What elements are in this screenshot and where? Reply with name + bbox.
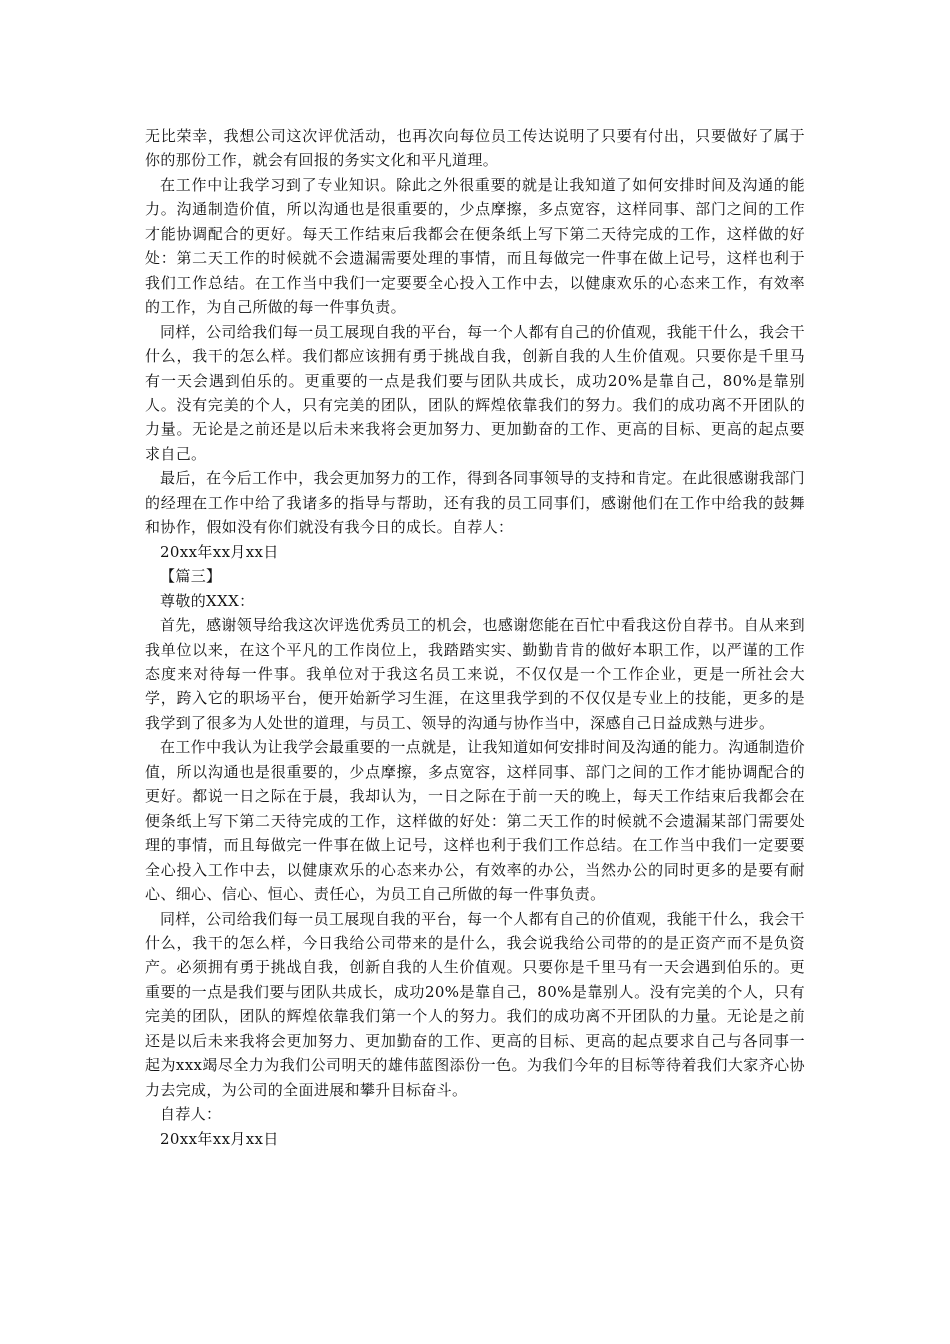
salutation: 尊敬的XXX： (160, 591, 255, 610)
section-heading: 【篇三】 (160, 567, 222, 586)
date-line: 20xx年xx月xx日 (160, 542, 279, 561)
paragraph-intro: 首先，感谢领导给我这次评选优秀员工的机会，也感谢您能在百忙中看我这份自荐书。自从来到我单位以来，在这个平凡的工作岗位上，我踏踏实实、勤勤肯肯的做好本职工作，以严谨的工作态度来对待每一件事。我单位对于我这名员工来说，不仅仅是一个工作企业，更是一所社会大学，跨入它的职场平台，便开始新学习生涯，在这里我学到的不仅仅是专业上的技能，更多的是我学到了很多为人处世的道理，与员工、领导的沟通与协作当中，深感自己日益成熟与进步。 (145, 616, 805, 732)
paragraph-continuation: 无比荣幸，我想公司这次评优活动，也再次向每位员工传达说明了只要有付出，只要做好了属于你的那份工作，就会有回报的务实文化和平凡道理。 (145, 127, 805, 170)
signature-label: 自荐人： (160, 1105, 222, 1124)
paragraph-work-skills: 在工作中让我学习到了专业知识。除此之外很重要的就是让我知道了如何安排时间及沟通的能力。沟通制造价值，所以沟通也是很重要的，少点摩擦，多点宽容，这样同事、部门之间的工作才能协调配合的更好。每天工作结束后我都会在便条纸上写下第二天待完成的工作，这样做的好处：第二天工作的时候就不会遗漏需要处理的事情，而且每做完一件事在做上记号，这样也利于我们工作总结。在工作当中我们一定要要全心投入工作中去，以健康欢乐的心态来工作，有效率的工作，为自己所做的每一件事负责。 (145, 175, 805, 317)
paragraph-communication: 在工作中我认为让我学会最重要的一点就是，让我知道如何安排时间及沟通的能力。沟通制造价值，所以沟通也是很重要的，少点摩擦，多点宽容，这样同事、部门之间的工作才能协调配合的更好。都说一日之际在于晨，我却认为，一日之际在于前一天的晚上，每天工作结束后我都会在便条纸上写下第二天待完成的工作，这样做的好处：第二天工作的时候就不会遗漏某部门需要处理的事情，而且每做完一件事在做上记号，这样也利于我们工作总结。在工作当中我们一定要要全心投入工作中去，以健康欢乐的心态来办公，有效率的办公，当然办公的同时更多的是要有耐心、细心、信心、恒心、责任心，为员工自己所做的每一件事负责。 (145, 738, 805, 904)
signature-date: 20xx年xx月xx日 (160, 1129, 279, 1148)
document-body (145, 124, 805, 1151)
paragraph-teamwork: 同样，公司给我们每一员工展现自我的平台，每一个人都有自己的价值观，我能干什么，我会干什么，我干的怎么样。我们都应该拥有勇于挑战自我，创新自我的人生价值观。只要你是千里马有一天会遇到伯乐的。更重要的一点是我们要与团队共成长，成功20%是靠自己，80%是靠别人。没有完美的个人，只有完美的团队，团队的辉煌依靠我们的努力。我们的成功离不开团队的力量。无论是之前还是以后未来我将会更加努力、更加勤奋的工作、更高的目标、更高的起点要求自己。 (145, 322, 805, 463)
paragraph-values: 同样，公司给我们每一员工展现自我的平台，每一个人都有自己的价值观，我能干什么，我会干什么，我干的怎么样，今日我给公司带来的是什么，我会说我给公司带的的是正资产而不是负资产。必须拥有勇于挑战自我，创新自我的人生价值观。只要你是千里马有一天会遇到伯乐的。更重要的一点是我们要与团队共成长，成功20%是靠自己，80%是靠别人。没有完美的个人，只有完美的团队，团队的辉煌依靠我们第一个人的努力。我们的成功离不开团队的力量。无论是之前还是以后未来我将会更加努力、更加勤奋的工作、更高的目标、更高的起点要求自己与各同事一起为xxx竭尽全力为我们公司明天的雄伟蓝图添份一色。为我们今年的目标等待着我们大家齐心协力去完成，为公司的全面进展和攀升目标奋斗。 (145, 909, 805, 1099)
paragraph-closing-thanks: 最后，在今后工作中，我会更加努力的工作，得到各同事领导的支持和肯定。在此很感谢我部门的经理在工作中给了我诸多的指导与帮助，还有我的员工同事们，感谢他们在工作中给我的鼓舞和协作，假如没有你们就没有我今日的成长。自荐人： (145, 469, 805, 537)
